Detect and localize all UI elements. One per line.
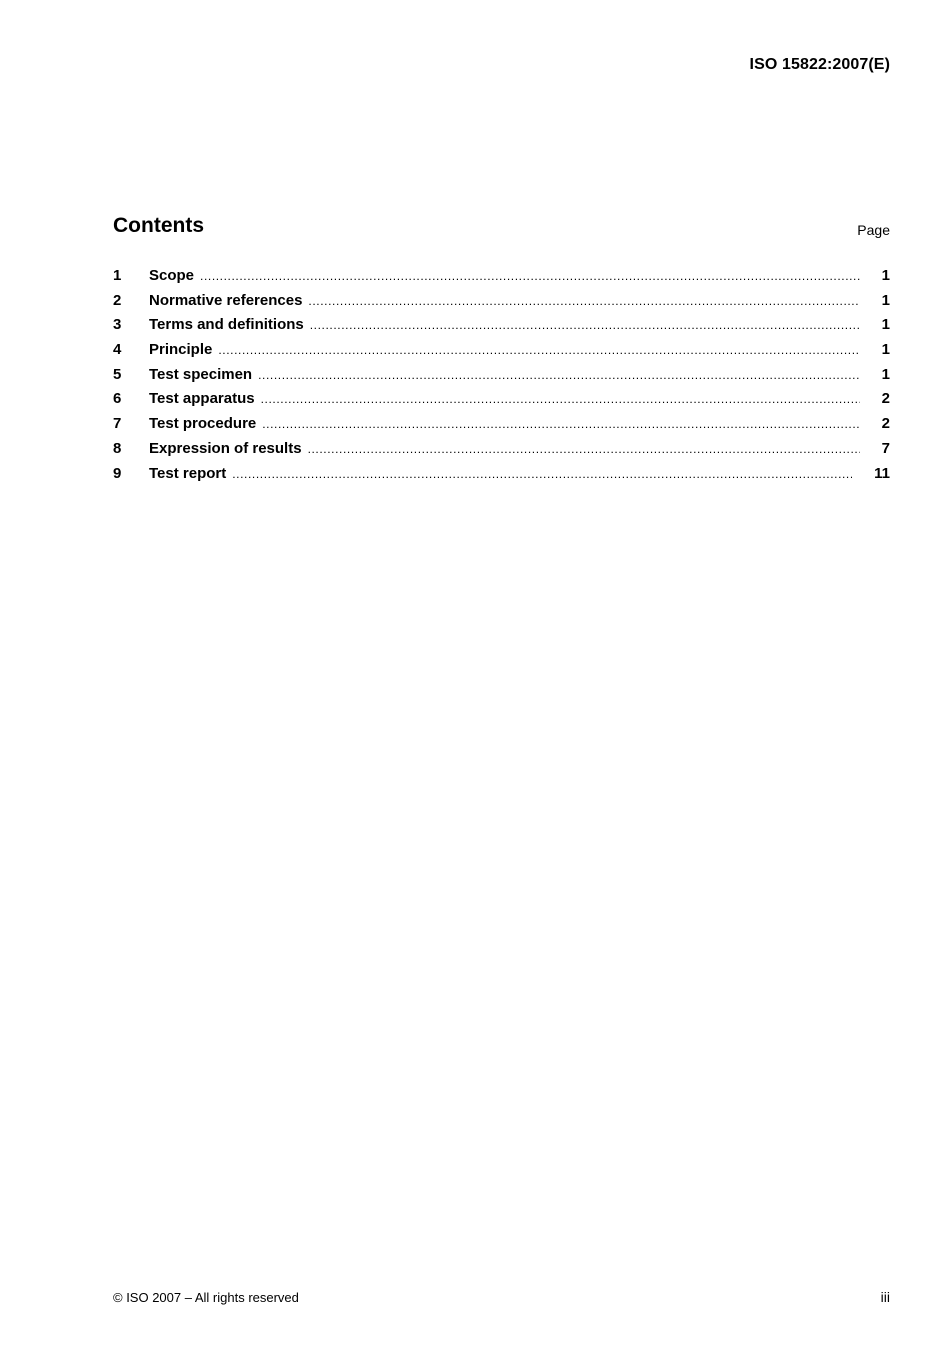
toc-entry-number: 4 (113, 341, 122, 359)
toc-dot-leader (308, 290, 860, 312)
toc-dot-leader (232, 463, 852, 485)
toc-entry-number: 8 (113, 439, 122, 457)
toc-dot-leader (258, 364, 860, 386)
toc-entry[interactable] (113, 314, 890, 339)
toc-entry-number: 7 (113, 415, 122, 433)
toc-entry-title[interactable]: Principle (149, 341, 213, 359)
document-id: ISO 15822:2007(E) (749, 56, 890, 73)
toc-entry-page[interactable]: 2 (881, 390, 890, 408)
toc-entry-number: 5 (113, 365, 122, 383)
toc-entry-page[interactable]: 1 (881, 316, 890, 334)
toc-entry-title[interactable]: Expression of results (149, 439, 302, 457)
toc-entry-page[interactable]: 1 (881, 341, 890, 359)
toc-heading: Contents (113, 214, 204, 237)
toc-dot-leader (308, 438, 860, 460)
toc-entry[interactable] (113, 265, 890, 290)
toc-entry-page[interactable]: 1 (881, 291, 890, 309)
toc-entry[interactable] (113, 438, 890, 463)
toc-entry[interactable] (113, 290, 890, 315)
toc-entry-page[interactable]: 1 (881, 365, 890, 383)
footer-page-number: iii (880, 1289, 890, 1305)
toc-entry-number: 3 (113, 316, 122, 334)
toc-entry-title[interactable]: Test procedure (149, 415, 257, 433)
toc-dot-leader (262, 413, 860, 435)
toc-dot-leader (218, 339, 860, 361)
toc-entry-title[interactable]: Terms and definitions (149, 316, 304, 334)
toc-entry[interactable] (113, 413, 890, 438)
toc-entry-number: 1 (113, 267, 122, 284)
toc-entry-title[interactable]: Test apparatus (149, 390, 255, 408)
toc-entry-page[interactable]: 1 (881, 267, 890, 284)
toc-entry-page[interactable]: 2 (881, 415, 890, 433)
footer-copyright: © ISO 2007 – All rights reserved (113, 1290, 299, 1305)
toc-entry-title[interactable]: Test specimen (149, 365, 253, 383)
toc-entry[interactable] (113, 388, 890, 413)
toc-page-column-label: Page (857, 222, 890, 238)
toc-entry-title[interactable]: Scope (149, 267, 195, 284)
toc-entry-number: 9 (113, 464, 122, 482)
table-of-contents (113, 265, 890, 487)
toc-entry-number: 6 (113, 390, 122, 408)
toc-entry-page[interactable]: 11 (874, 464, 890, 482)
toc-dot-leader (310, 314, 860, 336)
toc-entry[interactable] (113, 463, 890, 488)
toc-dot-leader (200, 265, 860, 287)
toc-entry[interactable] (113, 364, 890, 389)
toc-dot-leader (261, 388, 860, 410)
toc-entry[interactable] (113, 339, 890, 364)
toc-entry-number: 2 (113, 291, 122, 309)
toc-entry-page[interactable]: 7 (881, 439, 890, 457)
toc-entry-title[interactable]: Normative references (149, 291, 303, 309)
toc-entry-title[interactable]: Test report (149, 464, 227, 482)
